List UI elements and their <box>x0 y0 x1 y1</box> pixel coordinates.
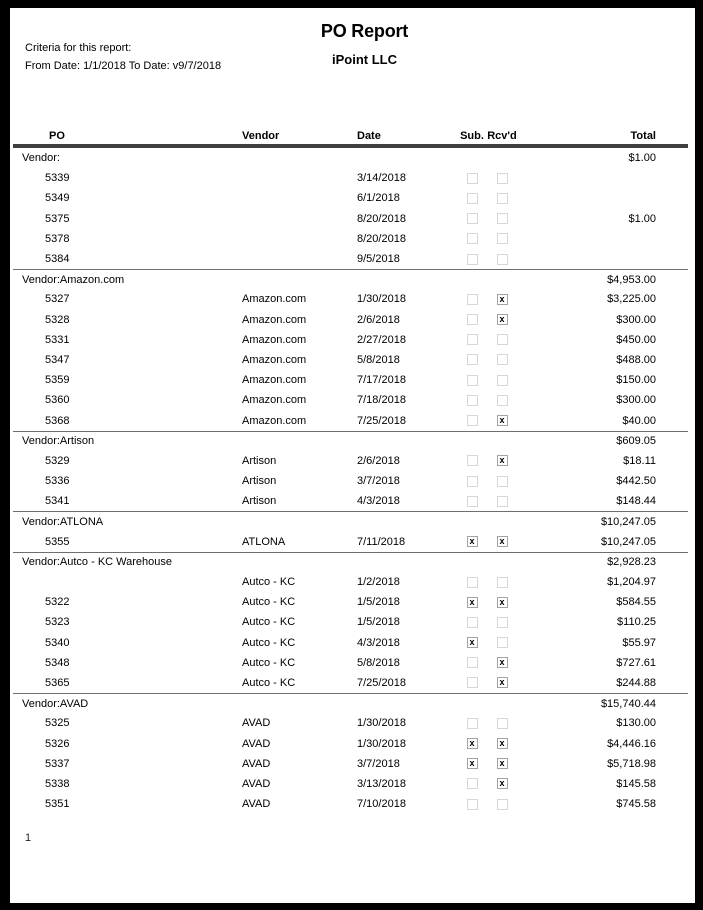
vendor-name: Amazon.com <box>242 333 307 346</box>
rcvd-checkbox <box>497 334 508 345</box>
vendor-name: Artison <box>242 495 277 508</box>
po-number: 5359 <box>45 374 70 387</box>
rcvd-cell <box>487 193 517 204</box>
vendor-group-total: $2,928.23 <box>607 556 656 569</box>
vendor-name: AVAD <box>242 798 271 811</box>
sub-cell <box>457 254 487 265</box>
col-header-po: PO <box>49 130 65 142</box>
po-row <box>13 612 688 632</box>
rcvd-cell <box>487 233 517 244</box>
vendor-group-label: Vendor:ATLONA <box>22 515 104 528</box>
rcvd-cell <box>487 476 517 487</box>
vendor-name: ATLONA <box>242 535 286 548</box>
po-number: 5360 <box>45 394 70 407</box>
po-table <box>13 126 688 814</box>
vendor-name: Amazon.com <box>242 353 307 366</box>
po-date: 1/5/2018 <box>357 596 400 609</box>
po-number: 5339 <box>45 172 70 185</box>
vendor-group-total: $609.05 <box>616 435 656 448</box>
sub-checkbox: x <box>467 597 478 608</box>
po-row <box>13 653 688 673</box>
sub-cell <box>457 799 487 810</box>
po-total: $10,247.05 <box>600 535 656 548</box>
sub-cell <box>457 233 487 244</box>
rcvd-checkbox <box>497 718 508 729</box>
po-date: 1/5/2018 <box>357 616 400 629</box>
sub-cell <box>457 213 487 224</box>
sub-checkbox <box>467 173 478 184</box>
rcvd-cell <box>487 738 517 749</box>
sub-cell <box>457 657 487 668</box>
po-date: 8/20/2018 <box>357 212 406 225</box>
po-date: 5/8/2018 <box>357 353 400 366</box>
po-number: 5336 <box>45 475 70 488</box>
rcvd-checkbox: x <box>497 778 508 789</box>
col-header-sub: Sub. <box>460 130 484 142</box>
rcvd-cell <box>487 536 517 547</box>
po-date: 2/27/2018 <box>357 333 406 346</box>
po-total: $727.61 <box>616 656 656 669</box>
po-total: $110.25 <box>617 616 656 629</box>
po-total: $442.50 <box>616 475 656 488</box>
po-number: 5338 <box>45 777 70 790</box>
rcvd-checkbox: x <box>497 455 508 466</box>
po-number: 5355 <box>45 535 70 548</box>
vendor-group-label: Vendor:Amazon.com <box>22 273 125 286</box>
sub-cell <box>457 718 487 729</box>
rcvd-checkbox <box>497 395 508 406</box>
col-header-vendor: Vendor <box>242 130 280 142</box>
sub-checkbox <box>467 213 478 224</box>
sub-checkbox <box>467 254 478 265</box>
po-total: $3,225.00 <box>607 293 656 306</box>
po-total: $130.00 <box>616 717 656 730</box>
po-number: 5349 <box>45 192 70 205</box>
po-number: 5322 <box>45 596 70 609</box>
rcvd-cell <box>487 577 517 588</box>
po-date: 7/25/2018 <box>357 414 406 427</box>
vendor-group-total: $10,247.05 <box>600 515 656 528</box>
sub-checkbox <box>467 657 478 668</box>
po-number: 5347 <box>45 353 70 366</box>
vendor-name: Amazon.com <box>242 414 307 427</box>
sub-cell <box>457 294 487 305</box>
rcvd-checkbox <box>497 496 508 507</box>
po-total: $488.00 <box>616 353 656 366</box>
vendor-name: Amazon.com <box>242 374 307 387</box>
rcvd-cell <box>487 415 517 426</box>
rcvd-cell <box>487 334 517 345</box>
po-total: $148.44 <box>616 495 656 508</box>
po-date: 3/7/2018 <box>357 757 400 770</box>
po-number: 5326 <box>45 737 70 750</box>
po-row <box>13 713 688 733</box>
rcvd-cell <box>487 173 517 184</box>
sub-cell <box>457 758 487 769</box>
po-row <box>13 168 688 188</box>
po-date: 4/3/2018 <box>357 495 400 508</box>
po-date: 3/14/2018 <box>357 172 406 185</box>
vendor-group-row <box>13 431 688 451</box>
po-number: 5337 <box>45 757 70 770</box>
po-date: 1/30/2018 <box>357 737 406 750</box>
col-header-date: Date <box>357 130 381 142</box>
sub-checkbox <box>467 294 478 305</box>
rcvd-checkbox: x <box>497 657 508 668</box>
rcvd-checkbox: x <box>497 677 508 688</box>
vendor-group-total: $15,740.44 <box>600 697 656 710</box>
po-total: $5,718.98 <box>607 757 656 770</box>
rcvd-cell <box>487 314 517 325</box>
rcvd-cell <box>487 354 517 365</box>
table-header-row <box>13 126 688 142</box>
po-date: 2/6/2018 <box>357 454 400 467</box>
rcvd-checkbox: x <box>497 294 508 305</box>
rcvd-checkbox <box>497 799 508 810</box>
po-row <box>13 471 688 491</box>
rcvd-cell <box>487 799 517 810</box>
rcvd-checkbox: x <box>497 415 508 426</box>
vendor-name: Autco - KC <box>242 676 296 689</box>
rcvd-cell <box>487 455 517 466</box>
vendor-group-row <box>13 269 688 289</box>
vendor-name: Amazon.com <box>242 394 307 407</box>
sub-checkbox: x <box>467 738 478 749</box>
sub-checkbox <box>467 375 478 386</box>
vendor-group-row <box>13 148 688 168</box>
po-date: 5/8/2018 <box>357 656 400 669</box>
po-row <box>13 794 688 814</box>
po-number: 5341 <box>45 495 70 508</box>
rcvd-cell <box>487 718 517 729</box>
po-date: 7/10/2018 <box>357 798 406 811</box>
sub-checkbox <box>467 677 478 688</box>
po-row <box>13 410 688 430</box>
po-number: 5375 <box>45 212 70 225</box>
sub-checkbox <box>467 778 478 789</box>
po-total: $745.58 <box>616 798 656 811</box>
sub-checkbox <box>467 799 478 810</box>
sub-cell <box>457 577 487 588</box>
sub-checkbox <box>467 496 478 507</box>
po-date: 3/7/2018 <box>357 475 400 488</box>
vendor-group-label: Vendor: <box>22 152 60 165</box>
vendor-group-row <box>13 693 688 713</box>
rcvd-checkbox <box>497 254 508 265</box>
po-row <box>13 451 688 471</box>
rcvd-cell <box>487 375 517 386</box>
sub-cell <box>457 415 487 426</box>
sub-cell <box>457 173 487 184</box>
rcvd-cell <box>487 213 517 224</box>
rcvd-checkbox <box>497 193 508 204</box>
sub-cell <box>457 395 487 406</box>
vendor-name: Artison <box>242 454 277 467</box>
sub-checkbox <box>467 476 478 487</box>
po-total: $300.00 <box>616 313 656 326</box>
po-number: 5378 <box>45 232 70 245</box>
sub-checkbox <box>467 455 478 466</box>
sub-checkbox <box>467 415 478 426</box>
po-total: $150.00 <box>616 374 656 387</box>
sub-checkbox <box>467 193 478 204</box>
po-total: $40.00 <box>622 414 656 427</box>
po-total: $18.11 <box>623 454 656 467</box>
po-row <box>13 774 688 794</box>
po-date: 7/17/2018 <box>357 374 406 387</box>
sub-checkbox: x <box>467 536 478 547</box>
po-date: 8/20/2018 <box>357 232 406 245</box>
sub-cell <box>457 496 487 507</box>
po-date: 7/11/2018 <box>357 535 406 548</box>
po-row <box>13 733 688 753</box>
sub-checkbox: x <box>467 758 478 769</box>
po-total: $4,446.16 <box>607 737 656 750</box>
po-row <box>13 289 688 309</box>
po-date: 6/1/2018 <box>357 192 400 205</box>
po-row <box>13 592 688 612</box>
po-row <box>13 491 688 511</box>
rcvd-checkbox <box>497 213 508 224</box>
po-row <box>13 572 688 592</box>
po-number: 5327 <box>45 293 70 306</box>
rcvd-checkbox: x <box>497 738 508 749</box>
rcvd-cell <box>487 637 517 648</box>
po-date: 1/2/2018 <box>357 576 400 589</box>
rcvd-cell <box>487 617 517 628</box>
sub-checkbox <box>467 617 478 628</box>
po-number: 5384 <box>45 253 70 266</box>
sub-cell <box>457 617 487 628</box>
vendor-name: AVAD <box>242 777 271 790</box>
vendor-name: Artison <box>242 475 277 488</box>
rcvd-checkbox: x <box>497 314 508 325</box>
rcvd-cell <box>487 778 517 789</box>
sub-cell <box>457 738 487 749</box>
vendor-group-row <box>13 552 688 572</box>
vendor-group-label: Vendor:Autco - KC Warehouse <box>22 556 173 569</box>
criteria-label: Criteria for this report: <box>25 42 132 54</box>
rcvd-cell <box>487 294 517 305</box>
po-row <box>13 673 688 693</box>
vendor-group-total: $4,953.00 <box>607 273 656 286</box>
vendor-name: Autco - KC <box>242 616 296 629</box>
po-date: 9/5/2018 <box>357 253 400 266</box>
sub-checkbox <box>467 395 478 406</box>
rcvd-checkbox <box>497 173 508 184</box>
po-row <box>13 229 688 249</box>
po-date: 1/30/2018 <box>357 293 406 306</box>
po-row <box>13 754 688 774</box>
vendor-group-label: Vendor:AVAD <box>22 697 89 710</box>
rcvd-cell <box>487 597 517 608</box>
sub-checkbox <box>467 314 478 325</box>
po-total: $1,204.97 <box>607 576 656 589</box>
vendor-name: AVAD <box>242 757 271 770</box>
po-total: $55.97 <box>622 636 656 649</box>
col-header-rcvd: Rcv'd <box>487 130 517 142</box>
sub-checkbox <box>467 354 478 365</box>
sub-cell <box>457 677 487 688</box>
po-total: $300.00 <box>616 394 656 407</box>
rcvd-cell <box>487 657 517 668</box>
sub-checkbox <box>467 577 478 588</box>
po-row <box>13 532 688 552</box>
sub-cell <box>457 597 487 608</box>
po-number: 5351 <box>45 798 70 811</box>
po-total: $244.88 <box>616 676 656 689</box>
po-total: $450.00 <box>616 333 656 346</box>
po-row <box>13 330 688 350</box>
po-row <box>13 249 688 269</box>
rcvd-checkbox: x <box>497 758 508 769</box>
po-number: 5328 <box>45 313 70 326</box>
rcvd-checkbox <box>497 476 508 487</box>
po-row <box>13 370 688 390</box>
po-date: 7/25/2018 <box>357 676 406 689</box>
rcvd-checkbox <box>497 375 508 386</box>
sub-cell <box>457 354 487 365</box>
rcvd-cell <box>487 496 517 507</box>
po-row <box>13 310 688 330</box>
po-number: 5331 <box>45 333 70 346</box>
rcvd-checkbox <box>497 637 508 648</box>
page-number: 1 <box>25 832 32 844</box>
report-criteria <box>25 39 221 75</box>
po-row <box>13 209 688 229</box>
po-number: 5348 <box>45 656 70 669</box>
sub-cell <box>457 637 487 648</box>
sub-checkbox: x <box>467 637 478 648</box>
po-number: 5340 <box>45 636 70 649</box>
po-date: 2/6/2018 <box>357 313 400 326</box>
vendor-group-label: Vendor:Artison <box>22 435 95 448</box>
vendor-group-row <box>13 511 688 531</box>
po-number: 5323 <box>45 616 70 629</box>
po-total: $145.58 <box>616 777 656 790</box>
sub-checkbox <box>467 233 478 244</box>
po-date: 3/13/2018 <box>357 777 406 790</box>
po-number: 5365 <box>45 676 70 689</box>
sub-cell <box>457 476 487 487</box>
sub-cell <box>457 455 487 466</box>
rcvd-cell <box>487 395 517 406</box>
vendor-name: Autco - KC <box>242 636 296 649</box>
rcvd-checkbox <box>497 354 508 365</box>
rcvd-checkbox <box>497 577 508 588</box>
sub-checkbox <box>467 718 478 729</box>
company-name: iPoint LLC <box>332 52 397 67</box>
vendor-group-total: $1.00 <box>628 152 656 165</box>
rcvd-cell <box>487 677 517 688</box>
rcvd-checkbox <box>497 233 508 244</box>
po-date: 4/3/2018 <box>357 636 400 649</box>
criteria-date-range: From Date: 1/1/2018 To Date: v9/7/2018 <box>25 60 222 72</box>
col-header-total: Total <box>630 130 656 142</box>
vendor-name: Autco - KC <box>242 656 296 669</box>
sub-checkbox <box>467 334 478 345</box>
report-page <box>10 8 695 903</box>
rcvd-cell <box>487 758 517 769</box>
page-title: PO Report <box>320 21 409 41</box>
rcvd-checkbox: x <box>497 536 508 547</box>
vendor-name: Amazon.com <box>242 313 307 326</box>
po-row <box>13 633 688 653</box>
sub-cell <box>457 375 487 386</box>
po-number: 5329 <box>45 454 70 467</box>
table-body <box>13 148 688 814</box>
po-date: 7/18/2018 <box>357 394 406 407</box>
vendor-name: Amazon.com <box>242 293 307 306</box>
po-row <box>13 390 688 410</box>
rcvd-checkbox: x <box>497 597 508 608</box>
vendor-name: AVAD <box>242 717 271 730</box>
rcvd-cell <box>487 254 517 265</box>
po-total: $584.55 <box>616 596 656 609</box>
po-total: $1.00 <box>628 212 656 225</box>
po-number: 5368 <box>45 414 70 427</box>
vendor-name: AVAD <box>242 737 271 750</box>
po-row <box>13 188 688 208</box>
rcvd-checkbox <box>497 617 508 628</box>
sub-cell <box>457 314 487 325</box>
sub-cell <box>457 536 487 547</box>
po-date: 1/30/2018 <box>357 717 406 730</box>
sub-cell <box>457 778 487 789</box>
po-number: 5325 <box>45 717 70 730</box>
sub-cell <box>457 193 487 204</box>
sub-cell <box>457 334 487 345</box>
vendor-name: Autco - KC <box>242 596 296 609</box>
po-row <box>13 350 688 370</box>
vendor-name: Autco - KC <box>242 576 296 589</box>
